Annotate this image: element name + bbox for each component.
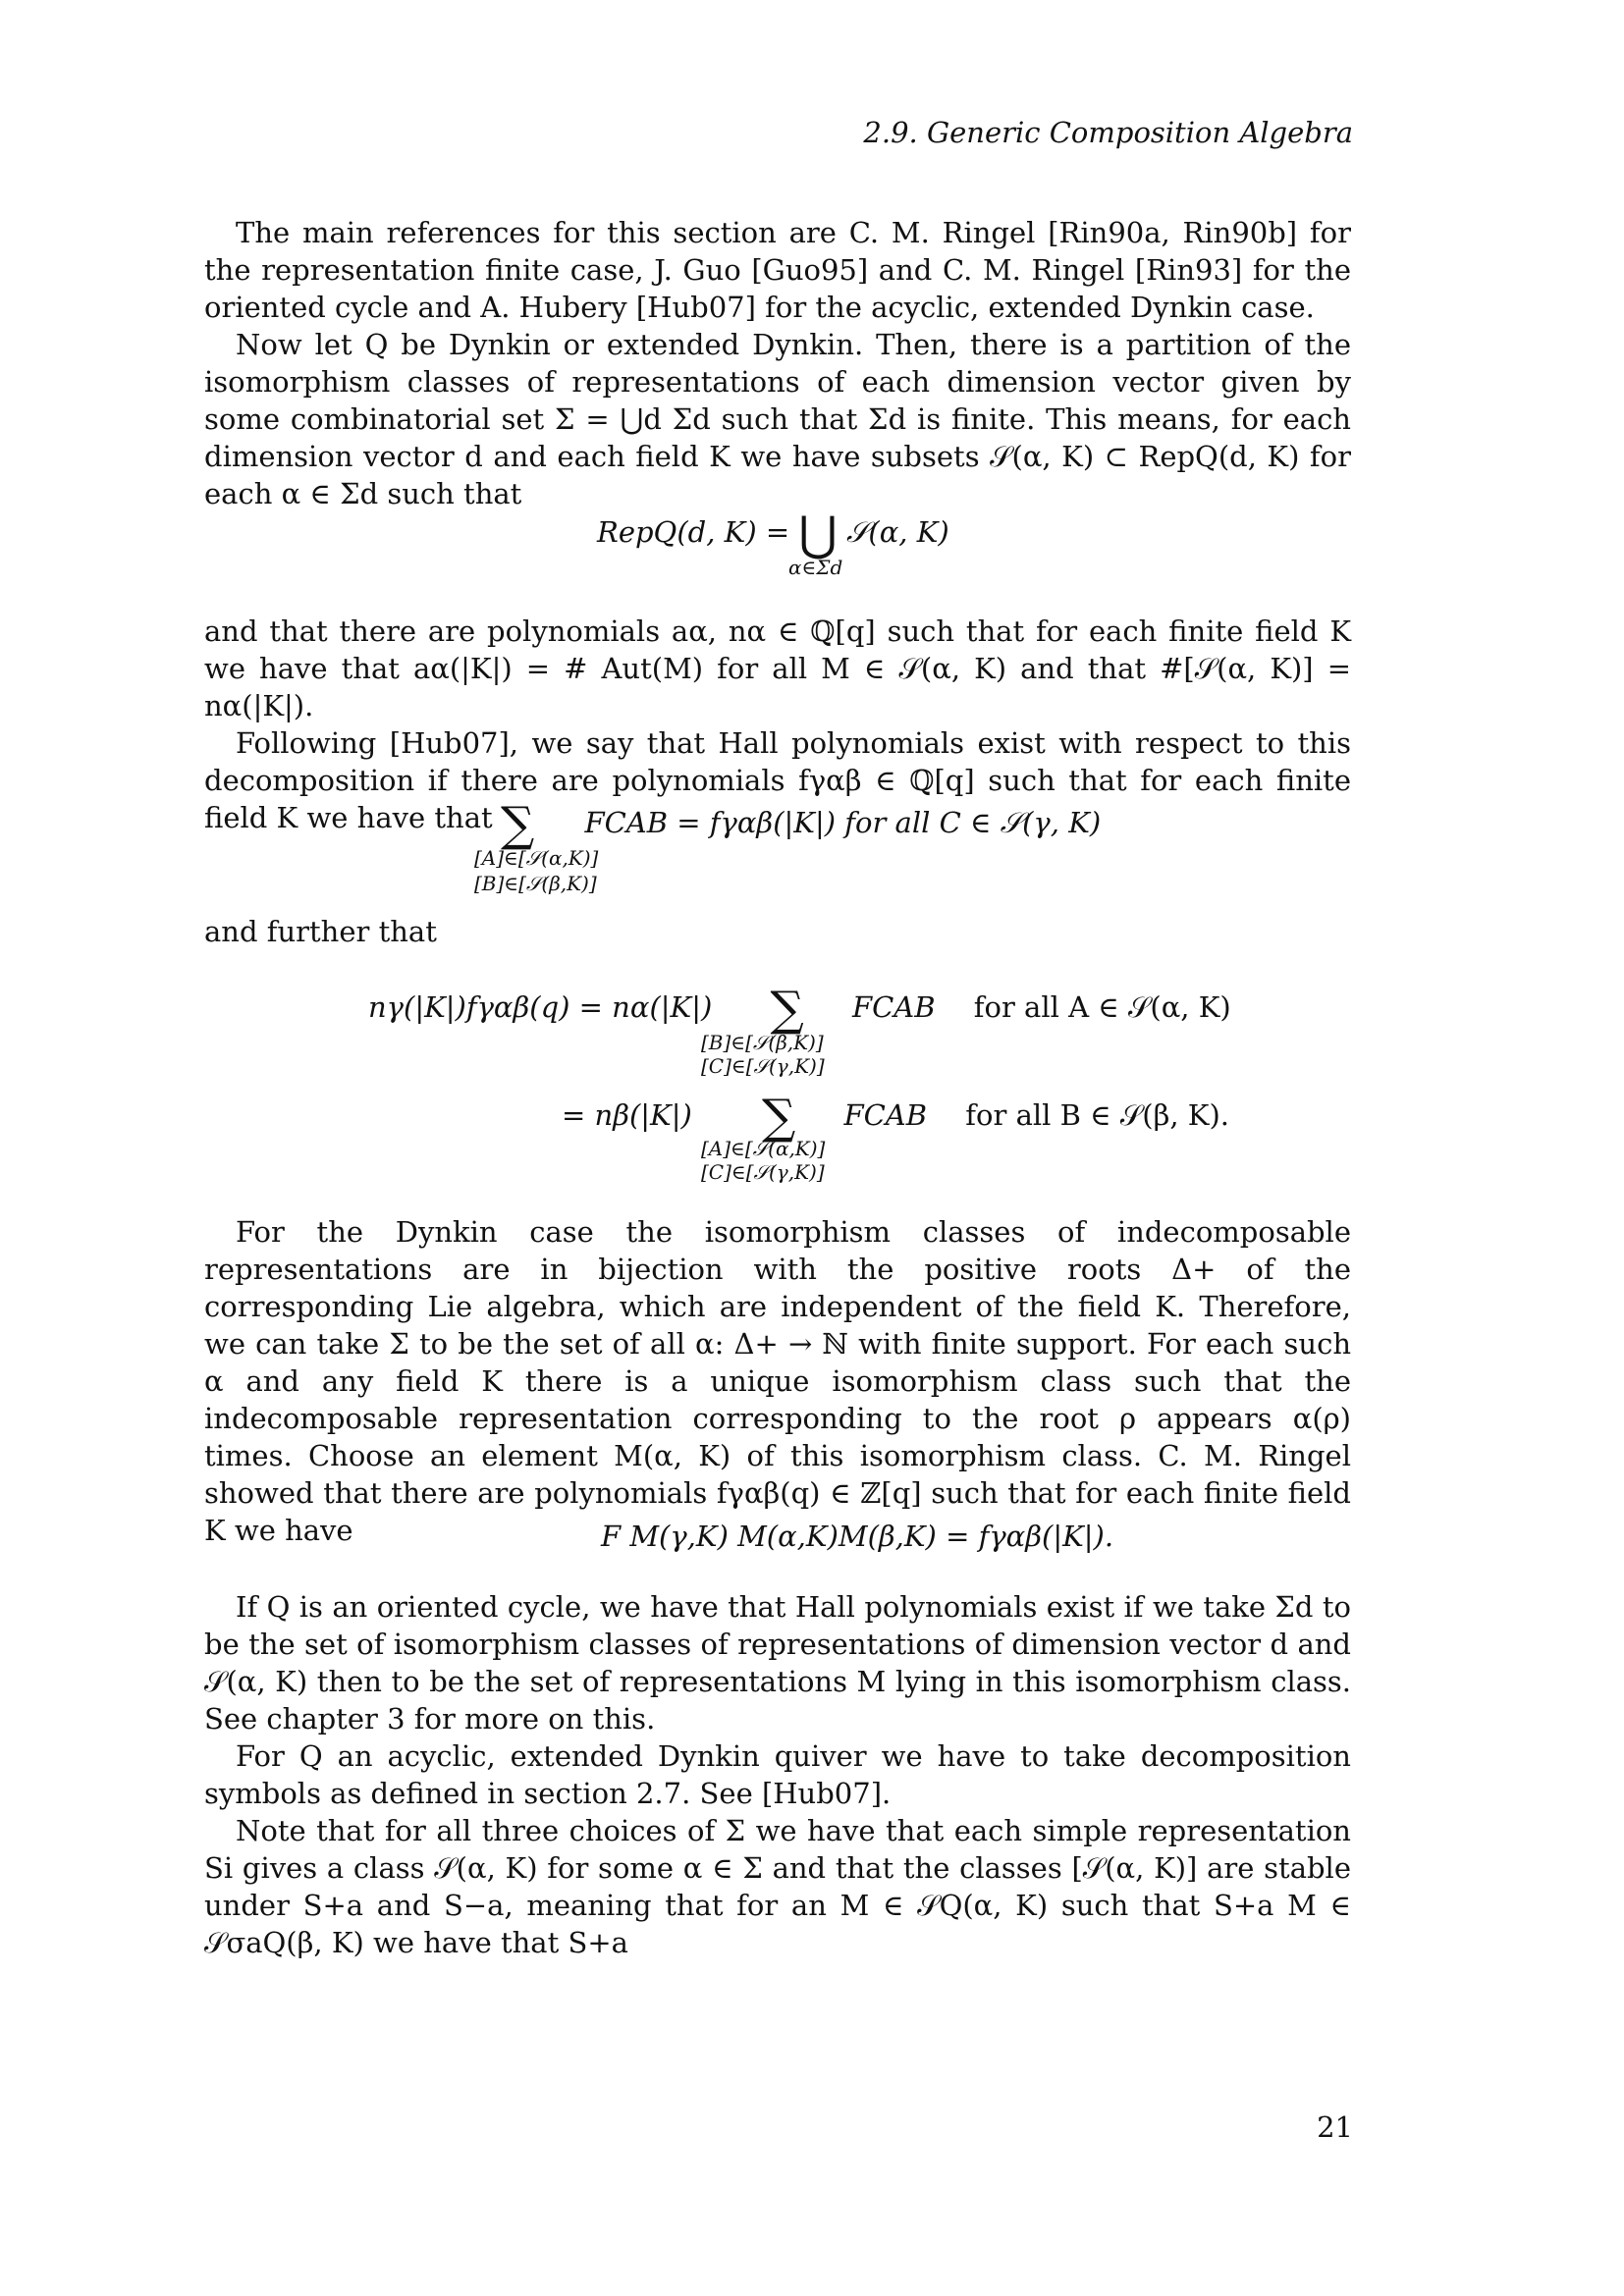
sum-symbol: ∑ [501, 797, 535, 852]
paragraph-block-4 [204, 1213, 1351, 1549]
paragraph-block-1 [204, 214, 1351, 512]
eq1-limit: α∈Σd [788, 556, 843, 579]
eq3-cond: for all A ∈ 𝒮(α, K) [973, 990, 1231, 1024]
eq1-lhs: RepQ(d, K) = [597, 515, 790, 549]
eq3-body: FCAB [851, 990, 936, 1024]
eq4-limit-1: [A]∈[𝒮(α,K)] [701, 1137, 826, 1160]
running-head: 2.9. Generic Composition Algebra [863, 116, 1353, 149]
equation-ringel: F M(γ,K) M(α,K)M(β,K) = fγαβ(|K|). [601, 1520, 1114, 1553]
sum-symbol-2: ∑ [770, 982, 804, 1037]
eq3-limit-2: [C]∈[𝒮(γ,K)] [701, 1054, 825, 1078]
paragraph-partition: Now let Q be Dynkin or extended Dynkin. Then, there is a partition of the isomorphism classes of representations of each dimension vector given by some combinatorial set Σ = ⋃d Σd such that Σd is finite. This means, for each dimension vector d and each field K we have subsets 𝒮(α, K) ⊂ RepQ(d, K) for each α ∈ Σd such that [204, 328, 1351, 510]
paragraph-references: The main references for this section are C. M. Ringel [Rin90a, Rin90b] for the representation finite case, J. Guo [Guo95] and C. M. Ringel [Rin93] for the oriented cycle and A. Hubery [Hub07] for the acyclic, extended Dynkin case. [204, 216, 1351, 324]
eq3-lhs: nγ(|K|)fγαβ(q) = nα(|K|) [368, 990, 713, 1024]
eq2-body: FCAB = fγαβ(|K|) for all C ∈ 𝒮(γ, K) [584, 806, 1102, 839]
big-union-symbol: ⋃ [798, 507, 838, 561]
paragraph-oriented-cycle: If Q is an oriented cycle, we have that Hall polynomials exist if we take Σd to be the set of isomorphism classes of representations of dimension vector d and 𝒮(α, K) then to be the set of representations M lying in this isomorphism class. See chapter 3 for more on this. [204, 1590, 1351, 1735]
eq2-limit-1: [A]∈[𝒮(α,K)] [474, 846, 599, 870]
sum-symbol-3: ∑ [762, 1090, 796, 1145]
equation-rep-union [597, 503, 949, 561]
eq4-limit-2: [C]∈[𝒮(γ,K)] [701, 1160, 825, 1184]
paragraph-further: and further that [204, 915, 437, 948]
paragraph-hall-polynomials: Following [Hub07], we say that Hall polynomials exist with respect to this decomposition if there are polynomials fγαβ ∈ ℚ[q] such that for each finite field K we have that [204, 726, 1351, 834]
paragraph-simple-reps: Note that for all three choices of Σ we have that each simple representation Si gives a class 𝒮(α, K) for some α ∈ Σ and that the classes [𝒮(α, K)] are stable under S+a and S−a, meaning that for an M ∈ 𝒮Q(α, K) such that S+a M ∈ 𝒮σaQ(β, K) we have that S+a [204, 1814, 1351, 1959]
paragraph-block-3 [204, 913, 1351, 950]
page-number: 21 [1317, 2110, 1353, 2144]
equation-hall-sum [501, 793, 1102, 852]
eq1-rhs: 𝒮(α, K) [845, 515, 949, 549]
eq4-cond: for all B ∈ 𝒮(β, K). [965, 1098, 1230, 1132]
paragraph-dynkin-case: For the Dynkin case the isomorphism classes of indecomposable representations are in bijection with the positive roots Δ+ of the corresponding Lie algebra, which are independent of the field K. Therefore, we can take Σ to be the set of all α: Δ+ → ℕ with finite support. For each such α and any field K there is a unique isomorphism class such that the indecomposable representation corresponding to the root ρ appears α(ρ) times. Choose an element M(α, K) of this isomorphism class. C. M. Ringel showed that there are polynomials fγαβ(q) ∈ ℤ[q] such that for each finite field K we have [204, 1215, 1351, 1547]
equation-n-gamma [368, 978, 1231, 1037]
eq3-limit-1: [B]∈[𝒮(β,K)] [701, 1031, 824, 1054]
paragraph-acyclic: For Q an acyclic, extended Dynkin quiver we have to take decomposition symbols as defined in section 2.7. See [Hub07]. [204, 1739, 1351, 1810]
eq4-body: FCAB [843, 1098, 928, 1132]
paragraph-polynomials: and that there are polynomials aα, nα ∈ ℚ[q] such that for each finite field K we have that aα(|K|) = # Aut(M) for all M ∈ 𝒮(α, K) and that #[𝒮(α, K)] = nα(|K|). [204, 614, 1351, 722]
eq2-limit-2: [B]∈[𝒮(β,K)] [474, 872, 597, 895]
paragraph-block-5 [204, 1588, 1351, 1961]
equation-n-beta [562, 1086, 1230, 1145]
eq4-lhs: = nβ(|K|) [562, 1098, 692, 1132]
